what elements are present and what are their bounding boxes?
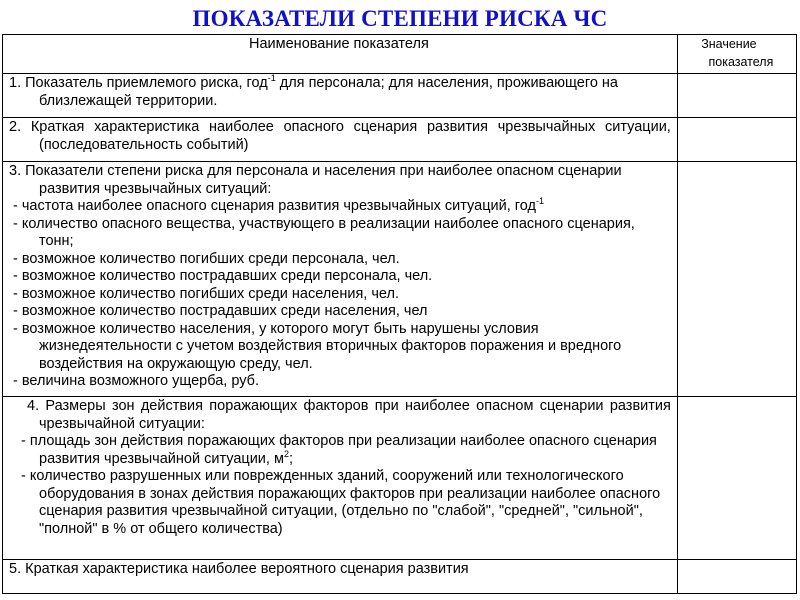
row3-item4: - возможное количество пострадавших среди персонала, чел. <box>13 268 433 284</box>
row4-item1 <box>7 433 671 468</box>
header-value-line1: Значение <box>701 37 757 51</box>
row4-item1-text: - площадь зон действия поражающих факторов при реализации наиболее опасного сценария развития чрезвычайной ситуации, м <box>21 433 657 467</box>
row4-item1-after: ; <box>288 450 293 467</box>
table-row <box>3 162 797 397</box>
table-row <box>3 397 797 560</box>
row1-before-sup: 1. Показатель приемлемого риска, год <box>9 75 268 91</box>
header-name-cell: Наименование показателя <box>3 35 678 74</box>
row4-item2: - количество разрушенных или поврежденных зданий, сооружений или технологического оборудования в зонах действия поражающих факторов при реализации наиболее опасного сценария развития чрезвычайной ситуации, (отдельно по "слабой", "средней", "сильной", "полной" в % от общего количества) <box>21 468 661 537</box>
row4-intro: 4. Размеры зон действия поражающих факторов при наиболее опасном сценарии развития чрезвычайной ситуации: <box>27 398 671 432</box>
row4-item1-sup: 2 <box>283 448 289 459</box>
row3-item1-text: - частота наиболее опасного сценария развития чрезвычайных ситуаций, год <box>13 198 536 214</box>
row3-item2: - количество опасного вещества, участвующего в реализации наиболее опасного сценария, тонн; <box>13 215 635 249</box>
table-row <box>3 118 797 162</box>
row5-text: 5. Краткая характеристика наиболее вероятного сценария развития <box>9 561 469 577</box>
table-header-row <box>3 35 797 74</box>
row3-item1-sup: -1 <box>535 196 544 207</box>
row3-item5: - возможное количество погибших среди населения, чел. <box>13 285 399 302</box>
table-row <box>3 560 797 594</box>
indicator-name-cell <box>3 560 678 594</box>
row1-after-sup: для персонала; для населения, проживающего на близлежащей территории. <box>39 75 618 109</box>
indicator-value-cell[interactable] <box>677 397 796 560</box>
indicator-value-cell[interactable] <box>677 118 796 162</box>
row1-sup: -1 <box>267 73 276 84</box>
header-value-line2: показателя <box>708 54 774 69</box>
indicator-value-cell[interactable] <box>677 560 796 594</box>
row3-item6: - возможное количество пострадавших среди населения, чел <box>13 303 428 319</box>
table-row <box>3 74 797 118</box>
row3-item7: - возможное количество населения, у которого могут быть нарушены условия жизнедеятельности с учетом воздействия вторичных факторов поражения и вредного воздействия на окружающую среду, чел. <box>13 320 622 372</box>
header-value-cell <box>677 35 796 74</box>
indicator-value-cell[interactable] <box>677 162 796 397</box>
row1-text <box>7 75 671 110</box>
indicator-value-cell[interactable] <box>677 74 796 118</box>
indicator-name-cell <box>3 162 678 397</box>
indicator-name-cell <box>3 118 678 162</box>
indicator-name-cell <box>3 74 678 118</box>
indicator-name-cell <box>3 397 678 560</box>
row3-item1 <box>7 198 671 216</box>
risk-indicators-table <box>2 34 797 594</box>
row3-item3: - возможное количество погибших среди персонала, чел. <box>13 250 400 267</box>
row2-text: 2. Краткая характеристика наиболее опасного сценария развития чрезвычайных ситуации, (последовательность событий) <box>9 119 671 153</box>
row3-intro: 3. Показатели степени риска для персонала и населения при наиболее опасном сценарии развития чрезвычайных ситуаций: <box>9 163 622 197</box>
page-title: ПОКАЗАТЕЛИ СТЕПЕНИ РИСКА ЧС <box>192 6 608 31</box>
row3-item8: - величина возможного ущерба, руб. <box>13 373 259 389</box>
